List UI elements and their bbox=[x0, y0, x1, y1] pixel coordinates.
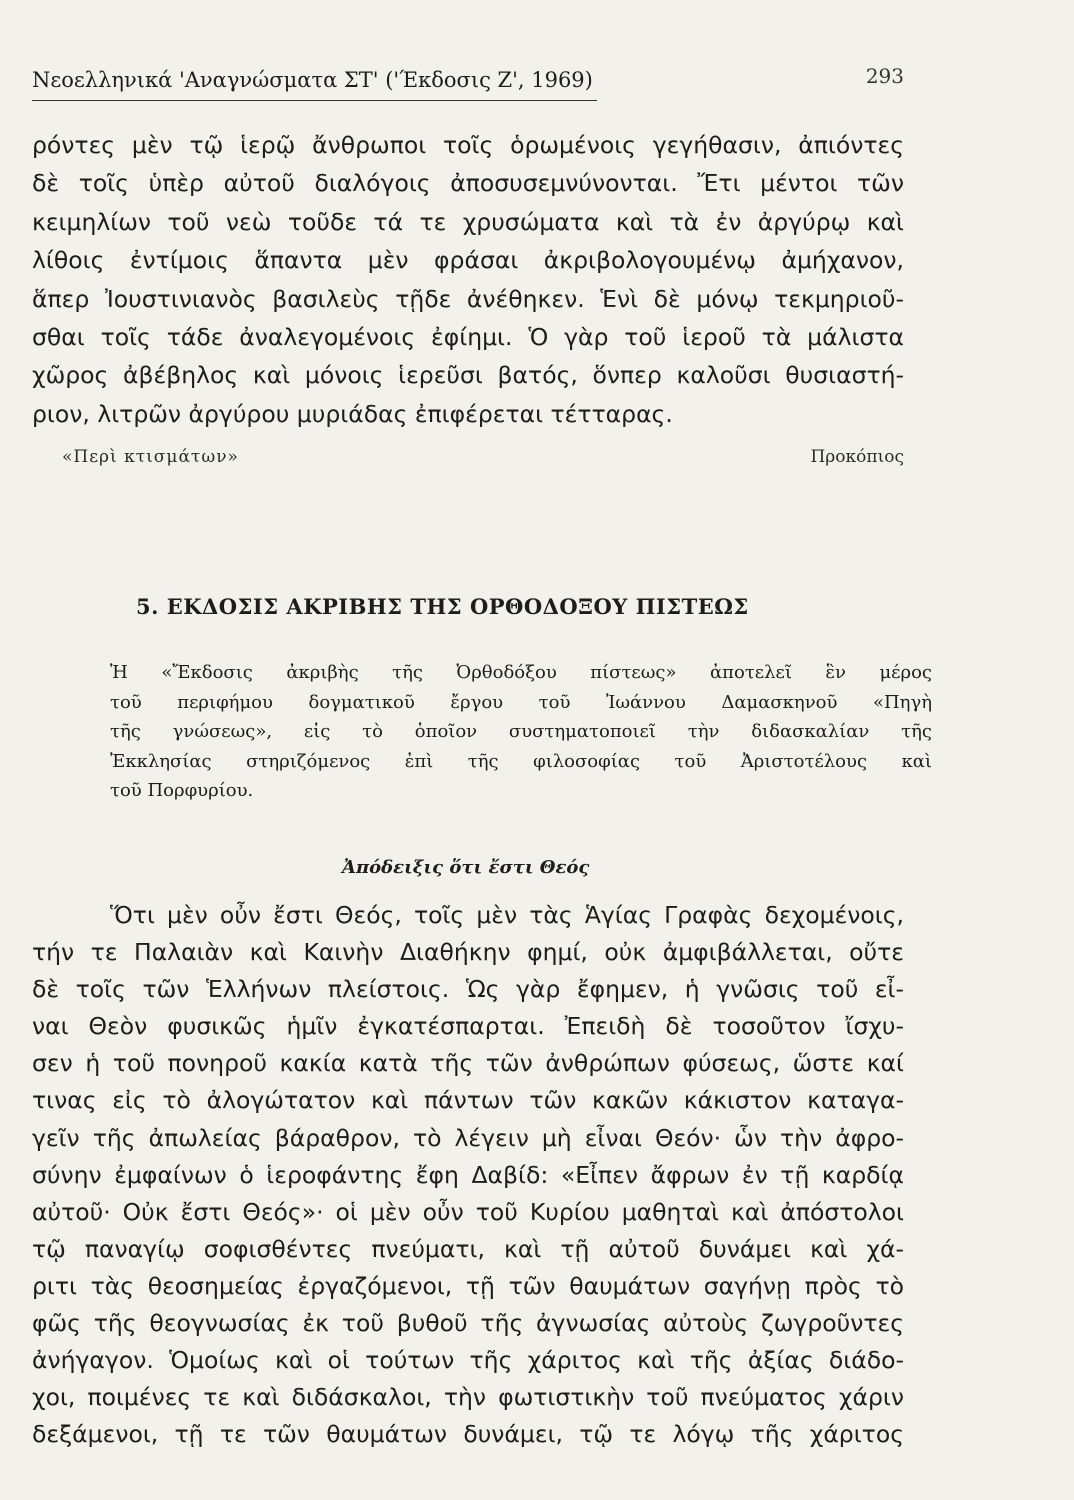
section-subtitle: Ἀπόδειξις ὅτι ἔστι Θεός bbox=[342, 857, 590, 878]
intro-line: τοῦ Πορφυρίου. bbox=[110, 780, 254, 801]
intro-line: Ἐκκλησίας στηριζόμενος ἐπὶ τῆς φιλοσοφίας τοῦ Ἀριστοτέλους καὶ bbox=[110, 750, 932, 772]
passage-source: «Περὶ κτισμάτων» bbox=[62, 447, 239, 467]
text-line: χοι, ποιμένες τε καὶ διδάσκαλοι, τὴν φωτιστικὴν τοῦ πνεύματος χάριν bbox=[32, 1383, 904, 1412]
page-number: 293 bbox=[865, 64, 904, 88]
text-line: κειμηλίων τοῦ νεὼ τοῦδε τά τε χρυσώματα καὶ τὰ ἐν ἀργύρῳ καὶ bbox=[32, 207, 904, 236]
text-line: τῷ παναγίῳ σοφισθέντες πνεύματι, καὶ τῇ αὐτοῦ δυνάμει καὶ χά- bbox=[32, 1234, 904, 1263]
header-rule bbox=[32, 100, 597, 101]
intro-line: τῆς γνώσεως», εἰς τὸ ὁποῖον συστηματοποιεῖ τὴν διδασκαλίαν τῆς bbox=[110, 721, 932, 742]
text-line: ναι Θεὸν φυσικῶς ἡμῖν ἐγκατέσπαρται. Ἐπειδὴ δὲ τοσοῦτον ἴσχυ- bbox=[32, 1012, 904, 1041]
section-intro bbox=[110, 658, 932, 806]
text-line: σύνην ἐμφαίνων ὁ ἱεροφάντης ἔφη Δαβίδ: «Εἶπεν ἄφρων ἐν τῇ καρδίᾳ bbox=[32, 1160, 904, 1189]
running-header bbox=[32, 60, 904, 100]
procopius-passage bbox=[32, 126, 904, 433]
text-line: δεξάμενοι, τῇ τε τῶν θαυμάτων δυνάμει, τῷ τε λόγῳ τῆς χάριτος bbox=[32, 1420, 904, 1449]
text-line: αὐτοῦ· Οὐκ ἔστι Θεός»· οἱ μὲν οὖν τοῦ Κυρίου μαθηταὶ καὶ ἀπόστολοι bbox=[32, 1197, 904, 1226]
intro-line: Ἡ «Ἔκδοσις ἀκριβὴς τῆς Ὀρθοδόξου πίστεως» ἀποτελεῖ ἓν μέρος bbox=[110, 662, 932, 683]
text-line: τινας εἰς τὸ ἀλογώτατον καὶ πάντων τῶν κακῶν κάκιστον καταγα- bbox=[32, 1086, 904, 1115]
text-line: ριτι τὰς θεοσημείας ἐργαζόμενοι, τῇ τῶν θαυμάτων σαγήνῃ πρὸς τὸ bbox=[32, 1271, 904, 1300]
section-heading: 5. ΕΚΔΟΣΙΣ ΑΚΡΙΒΗΣ ΤΗΣ ΟΡΘΟΔΟΞΟΥ ΠΙΣΤΕΩΣ bbox=[136, 594, 749, 619]
text-line: σεν ἡ τοῦ πονηροῦ κακία κατὰ τῆς τῶν ἀνθρώπων φύσεως, ὥστε καί bbox=[32, 1049, 904, 1078]
passage-author: Προκόπιος bbox=[810, 447, 904, 467]
intro-line: τοῦ περιφήμου δογματικοῦ ἔργου τοῦ Ἰωάννου Δαμασκηνοῦ «Πηγὴ bbox=[110, 691, 932, 713]
text-line: Ὅτι μὲν οὖν ἔστι Θεός, τοῖς μὲν τὰς Ἁγίας Γραφὰς δεχομένοις, bbox=[110, 901, 904, 929]
text-line: δὲ τοῖς ὑπὲρ αὐτοῦ διαλόγοις ἀποσυσεμνύνονται. Ἔτι μέντοι τῶν bbox=[32, 169, 904, 198]
text-line: τήν τε Παλαιὰν καὶ Καινὴν Διαθήκην φημί, οὐκ ἀμφιβάλλεται, οὔτε bbox=[32, 938, 904, 967]
text-line: ριον, λιτρῶν ἀργύρου μυριάδας ἐπιφέρεται τέτταρας. bbox=[32, 399, 673, 428]
text-line: ἀνήγαγον. Ὁμοίως καὶ οἱ τούτων τῆς χάριτος καὶ τῆς ἀξίας διάδο- bbox=[32, 1346, 904, 1375]
text-line: γεῖν τῆς ἀπωλείας βάραθρον, τὸ λέγειν μὴ εἶναι Θεόν· ὧν τὴν ἀφρο- bbox=[32, 1123, 904, 1152]
text-line: χῶρος ἀβέβηλος καὶ μόνοις ἱερεῦσι βατός, ὅνπερ καλοῦσι θυσιαστή- bbox=[32, 361, 904, 390]
text-line: φῶς τῆς θεογνωσίας ἐκ τοῦ βυθοῦ τῆς ἀγνωσίας αὐτοὺς ζωγροῦντες bbox=[32, 1309, 904, 1338]
running-header-title: Νεοελληνικά 'Αναγνώσματα ΣΤ' ('Έκδοσις Ζ', 1969) bbox=[32, 68, 593, 92]
damascene-passage bbox=[32, 897, 904, 1453]
text-line: σθαι τοῖς τάδε ἀναλεγομένοις ἐφίημι. Ὁ γὰρ τοῦ ἱεροῦ τὰ μάλιστα bbox=[32, 322, 904, 351]
text-line: ἅπερ Ἰουστινιανὸς βασιλεὺς τῇδε ἀνέθηκεν. Ἑνὶ δὲ μόνῳ τεκμηριοῦ- bbox=[32, 284, 904, 313]
text-line: δὲ τοῖς τῶν Ἑλλήνων πλείστοις. Ὡς γὰρ ἔφημεν, ἡ γνῶσις τοῦ εἶ- bbox=[32, 975, 904, 1004]
text-line: ρόντες μὲν τῷ ἱερῷ ἄνθρωποι τοῖς ὁρωμένοις γεγήθασιν, ἀπιόντες bbox=[32, 131, 904, 159]
text-line: λίθοις ἐντίμοις ἅπαντα μὲν φράσαι ἀκριβολογουμένῳ ἀμήχανον, bbox=[32, 246, 904, 275]
